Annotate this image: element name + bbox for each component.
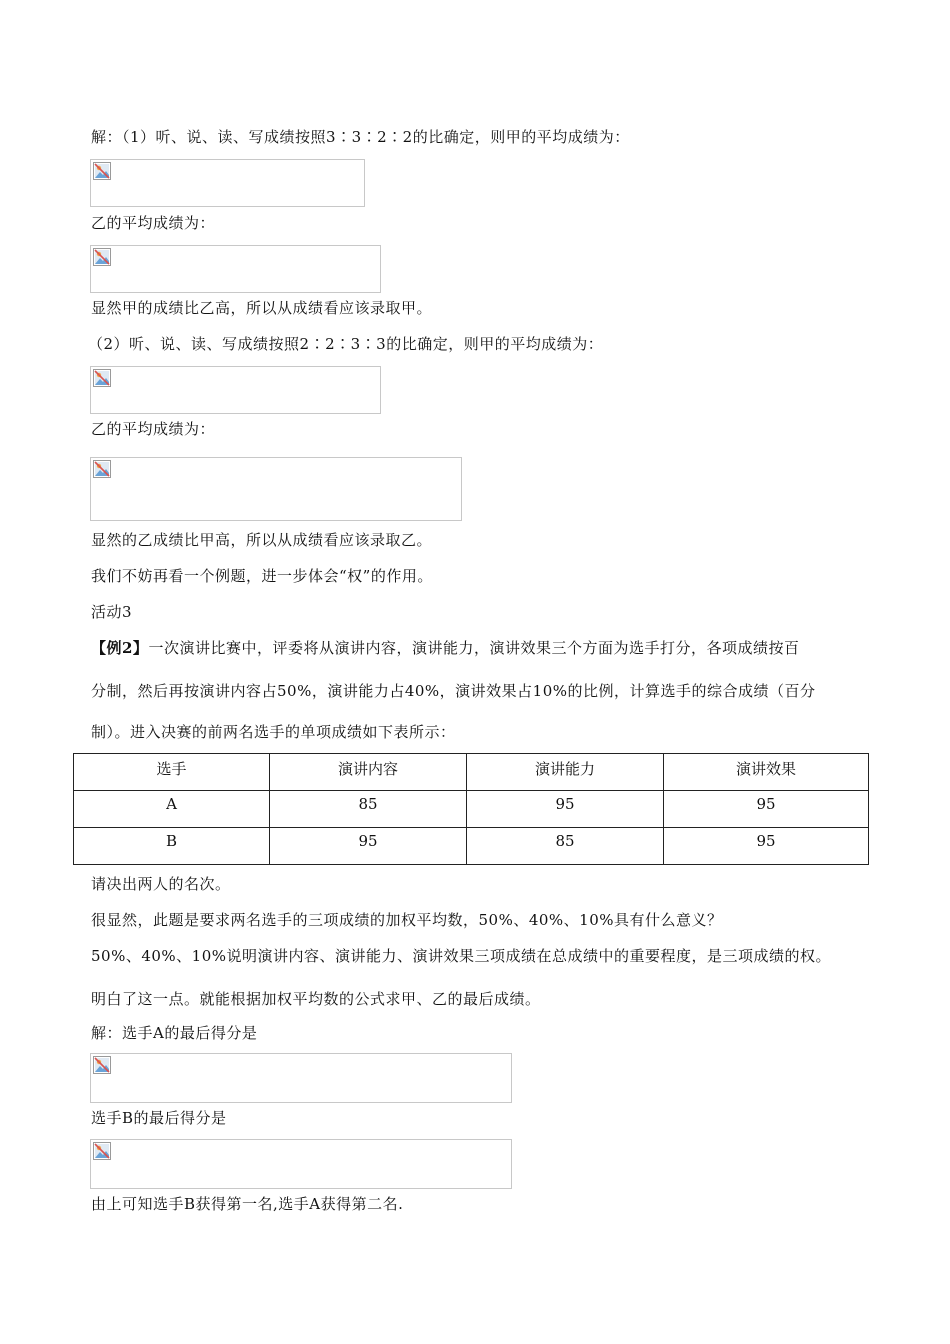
table-cell: 95 <box>467 791 664 828</box>
broken-image-icon <box>93 248 111 266</box>
conclusion-text: 显然的乙成绩比甲高，所以从成绩看应该录取乙。 <box>91 531 433 549</box>
example-paragraph-line-3: 制）。进入决赛的前两名选手的单项成绩如下表所示： <box>91 723 456 741</box>
table-header-row <box>74 754 869 791</box>
formula-image-placeholder <box>90 245 381 293</box>
formula-image-placeholder <box>90 457 462 521</box>
solution-a-label: 解：选手A的最后得分是 <box>91 1024 258 1042</box>
broken-image-icon <box>93 369 111 387</box>
table-cell: 95 <box>664 791 869 828</box>
table-cell: A <box>74 791 270 828</box>
example-paragraph-line-2: 分制，然后再按演讲内容占50%，演讲能力占40%，演讲效果占10%的比例，计算选手的综合成绩（百分 <box>91 682 816 700</box>
broken-image-icon <box>93 1056 111 1074</box>
table-header-cell: 选手 <box>74 754 270 791</box>
transition-text: 我们不妨再看一个例题，进一步体会“权”的作用。 <box>91 567 433 585</box>
table-row <box>74 828 869 865</box>
analysis-text: 明白了这一点。就能根据加权平均数的公式求甲、乙的最后成绩。 <box>91 990 541 1008</box>
question-text: 请决出两人的名次。 <box>91 875 231 893</box>
yi-average-label: 乙的平均成绩为： <box>91 420 216 438</box>
example-paragraph-line-1 <box>91 638 799 658</box>
final-result-text: 由上可知选手B获得第一名,选手A获得第二名. <box>91 1195 404 1213</box>
table-cell: 95 <box>270 828 467 865</box>
example-text: 一次演讲比赛中，评委将从演讲内容，演讲能力，演讲效果三个方面为选手打分，各项成绩按百 <box>148 639 800 657</box>
table-header-cell: 演讲效果 <box>664 754 869 791</box>
table-cell: 85 <box>467 828 664 865</box>
formula-image-placeholder <box>90 159 365 207</box>
broken-image-icon <box>93 162 111 180</box>
table-row <box>74 791 869 828</box>
conclusion-text: 显然甲的成绩比乙高，所以从成绩看应该录取甲。 <box>91 299 433 317</box>
table-cell: 95 <box>664 828 869 865</box>
formula-image-placeholder <box>90 1139 512 1189</box>
formula-image-placeholder <box>90 1053 512 1103</box>
broken-image-icon <box>93 1142 111 1160</box>
analysis-text: 50%、40%、10%说明演讲内容、演讲能力、演讲效果三项成绩在总成绩中的重要程度，是三项成绩的权。 <box>91 947 832 965</box>
solution-part1-text: 解：（1）听、说、读、写成绩按照3∶3∶2∶2的比确定，则甲的平均成绩为： <box>91 128 630 146</box>
analysis-text: 很显然，此题是要求两名选手的三项成绩的加权平均数，50%、40%、10%具有什么意义？ <box>91 911 723 929</box>
table-cell: 85 <box>270 791 467 828</box>
table-cell: B <box>74 828 270 865</box>
activity-heading: 活动3 <box>91 603 133 621</box>
table-header-cell: 演讲能力 <box>467 754 664 791</box>
broken-image-icon <box>93 460 111 478</box>
yi-average-label: 乙的平均成绩为： <box>91 214 216 232</box>
solution-part2-text: （2）听、说、读、写成绩按照2∶2∶3∶3的比确定，则甲的平均成绩为： <box>88 335 604 353</box>
table-header-cell: 演讲内容 <box>270 754 467 791</box>
formula-image-placeholder <box>90 366 381 414</box>
scores-table <box>73 753 869 865</box>
solution-b-label: 选手B的最后得分是 <box>91 1109 227 1127</box>
example-tag: 【例2】 <box>91 639 149 657</box>
